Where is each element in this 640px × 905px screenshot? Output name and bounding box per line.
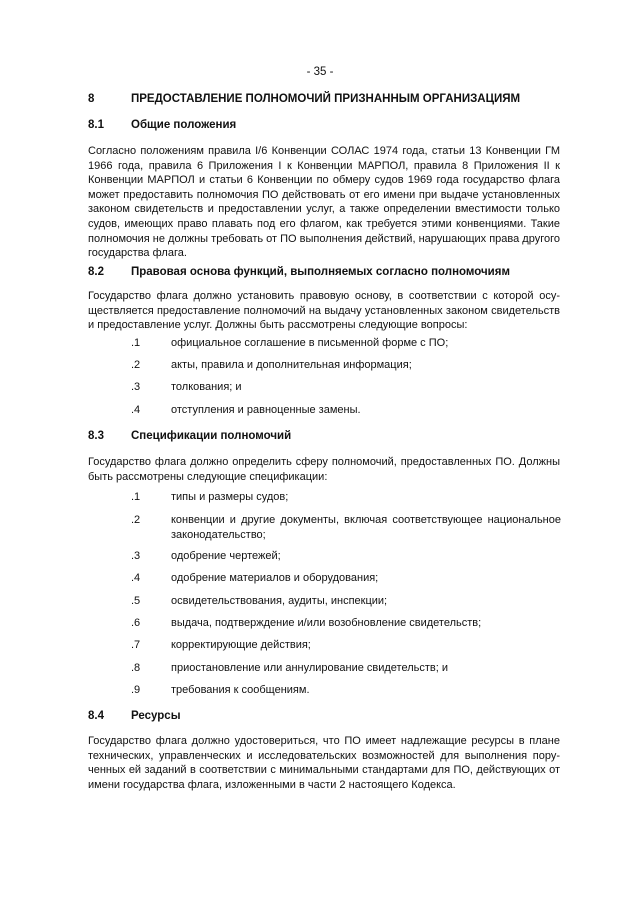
list-item-text: толкования; и: [171, 381, 242, 393]
list-item-number: .3: [131, 381, 141, 393]
list-item: [131, 594, 561, 609]
subsection-8-4-heading: [88, 710, 181, 722]
list-item: [131, 513, 561, 542]
list-item: [131, 549, 561, 564]
list-item: [131, 358, 561, 373]
list-item-number: .3: [131, 550, 141, 562]
list-item-number: .4: [131, 404, 141, 416]
list-item-text: одобрение чертежей;: [171, 550, 281, 562]
list-item-number: .6: [131, 617, 141, 629]
list-item: [131, 336, 561, 351]
list-item-text: акты, правила и дополнительная информация;: [171, 359, 412, 371]
subsection-title: Общие положения: [131, 119, 237, 131]
subsection-title: Спецификации полномочий: [131, 430, 292, 442]
subsection-number: 8.1: [88, 119, 104, 131]
list-item-text: приостановление или аннулирование свидетельств; и: [171, 662, 449, 674]
list-item: [131, 490, 561, 505]
subsection-number: 8.2: [88, 266, 104, 278]
subsection-8-2-heading: [88, 266, 510, 278]
subsection-number: 8.4: [88, 710, 104, 722]
section-title: ПРЕДОСТАВЛЕНИЕ ПОЛНОМОЧИЙ ПРИЗНАННЫМ ОРГАНИЗАЦИЯМ: [131, 93, 521, 105]
list-item-number: .1: [131, 491, 141, 503]
list-item-number: .2: [131, 359, 141, 371]
list-item: [131, 616, 561, 631]
subsection-8-1-text: Согласно положениям правила I/6 Конвенции СОЛАС 1974 года, статьи 13 Конвенции ГМ 1966 года, правила 6 Приложения I к Конвенции МАРПОЛ, правила 8 Приложения II к Конвенции МАРПОЛ и статьи 6 Конвенции по обмеру судов 1969 года государство флага может предоставить полномочия ПО действовать от его имени при выдаче установленных законом свидетельств и предоставлении услуг, а также определении вместимости только судов, имеющих право плавать под его флагом, как требуется этими конвенциями. Такие полномочия не должны требовать от ПО выполнения действий, нарушающих права другого государства флага.: [88, 145, 560, 260]
list-item-number: .1: [131, 337, 141, 349]
section-number: 8: [88, 93, 95, 105]
subsection-8-3-text: Государство флага должно определить сферу полномочий, предоставленных ПО. Должны быть рассмотрены следующие спецификации:: [88, 456, 560, 483]
section-8-heading: [88, 93, 520, 105]
list-item-number: .5: [131, 595, 141, 607]
list-item-text: официальное соглашение в письменной форме с ПО;: [171, 337, 449, 349]
list-item-number: .8: [131, 662, 141, 674]
list-item-text: типы и размеры судов;: [171, 491, 289, 503]
list-item-text: требования к сообщениям.: [171, 684, 310, 696]
list-item-text: одобрение материалов и оборудования;: [171, 572, 379, 584]
subsection-8-3-heading: [88, 430, 291, 442]
list-item-text: корректирующие действия;: [171, 639, 311, 651]
subsection-8-4-text: Государство флага должно удостовериться, что ПО имеет надлежащие ресурсы в плане технических, управленческих и исследовательских возможностей для выполнения порученных ей заданий в соответствии с минимальными стандартами для ПО, действующих от имени государства флага, изложенными в части 2 настоящего Кодекса.: [88, 735, 560, 791]
subsection-8-1-heading: [88, 119, 236, 131]
list-item-text: освидетельствования, аудиты, инспекции;: [171, 595, 388, 607]
list-item: [131, 683, 561, 698]
list-item-number: .7: [131, 639, 141, 651]
list-item: [131, 403, 561, 418]
subsection-number: 8.3: [88, 430, 104, 442]
subsection-title: Ресурсы: [131, 710, 181, 722]
list-item-number: .4: [131, 572, 141, 584]
subsection-8-2-text: Государство флага должно установить правовую основу, в соответствии с которой осуществляется предоставление полномочий на выдачу установленных законом свидетельств и предоставление услуг. Должны быть рассмотрены следующие вопросы:: [88, 290, 560, 332]
list-item-text: выдача, подтверждение и/или возобновление свидетельств;: [171, 617, 482, 629]
list-item: [131, 661, 561, 676]
list-item-text: конвенции и другие документы, включая соответствующее национальное законодательство;: [171, 514, 561, 541]
list-item-number: .9: [131, 684, 141, 696]
list-item-text: отступления и равноценные замены.: [171, 404, 361, 416]
page-number: - 35 -: [306, 66, 334, 78]
list-item: [131, 380, 561, 395]
list-item: [131, 638, 561, 653]
subsection-title: Правовая основа функций, выполняемых согласно полномочиям: [131, 266, 510, 278]
list-item-number: .2: [131, 514, 141, 526]
list-item: [131, 571, 561, 586]
